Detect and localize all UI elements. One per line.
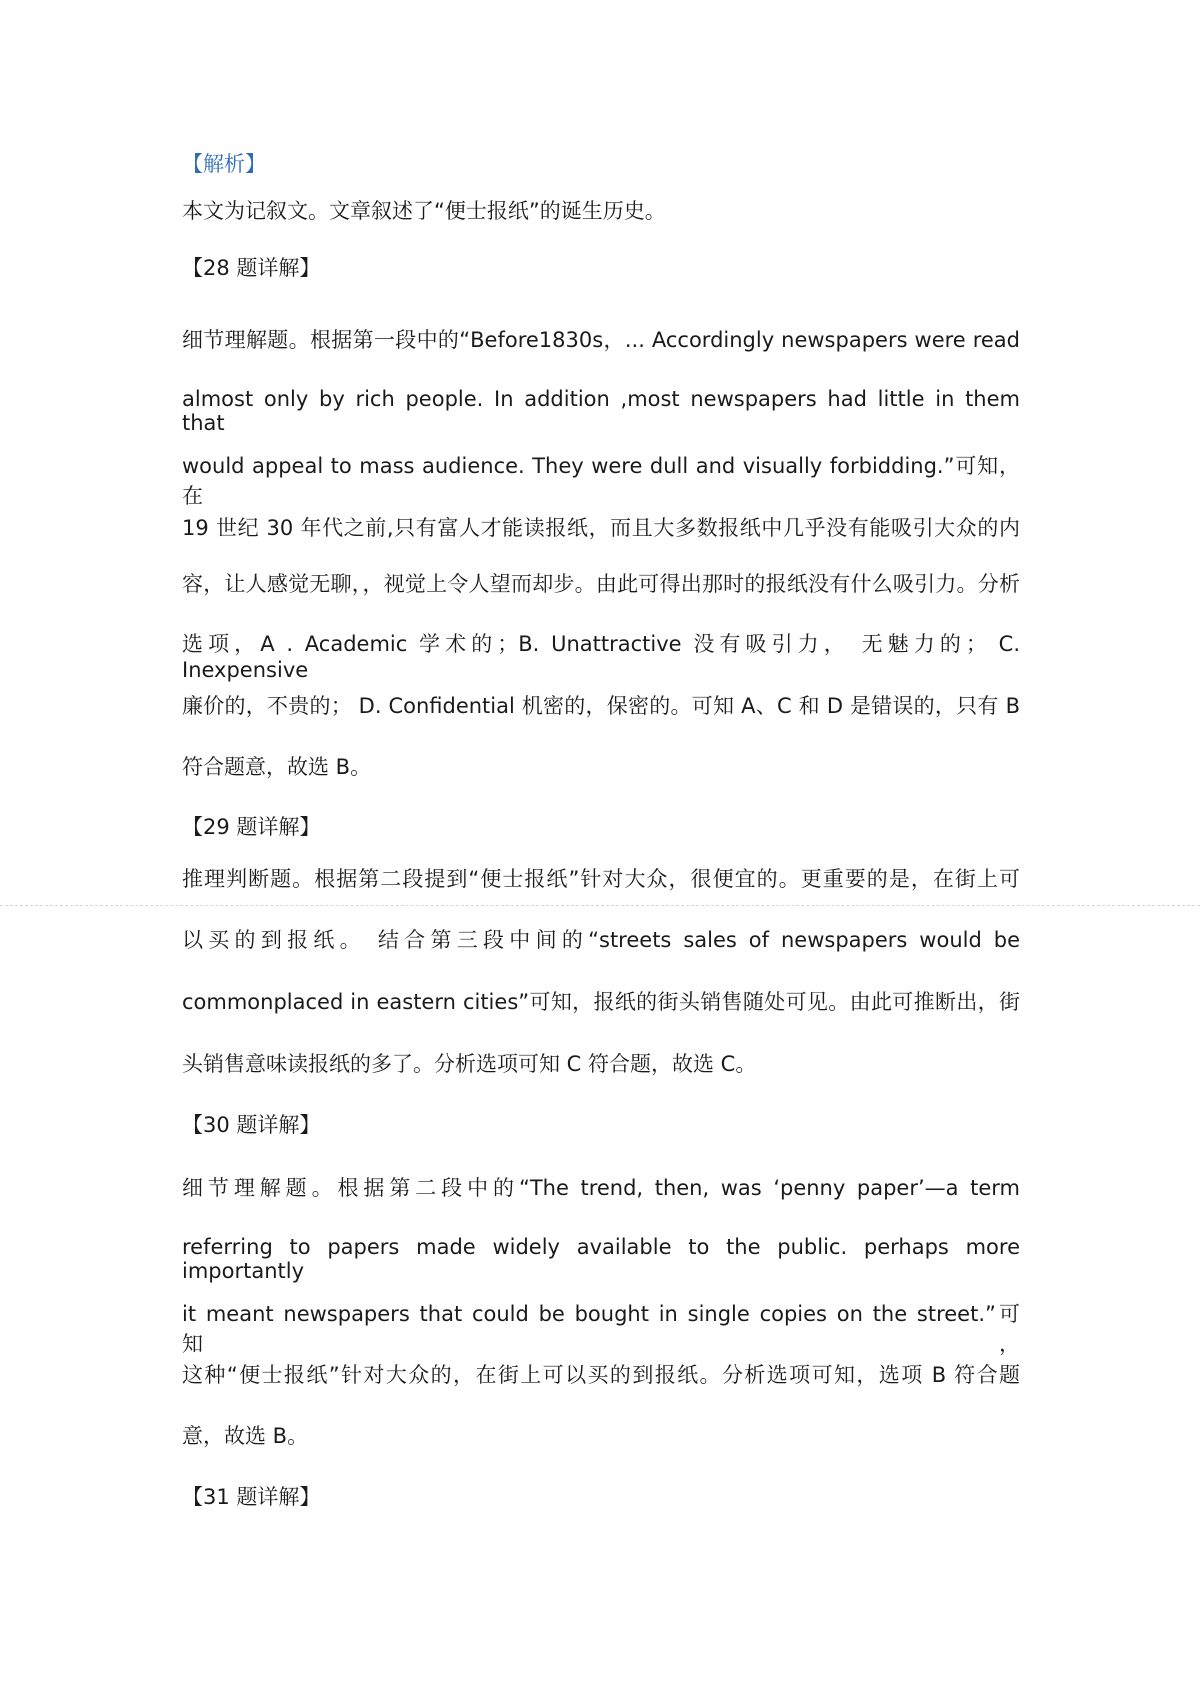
intro-text: 本文为记叙文。文章叙述了“便士报纸”的诞生历史。 [182, 199, 666, 223]
q28-line-4: 19 世纪 30 年代之前,只有富人才能读报纸，而且大多数报纸中几乎没有能吸引大众的内 [182, 516, 1020, 540]
q30-line-2: referring to papers made widely available to the public. perhaps more importantly [182, 1235, 1020, 1283]
q28-line-3: would appeal to mass audience. They were dull and visually forbidding.”可知，在 [182, 454, 1020, 508]
page-divider [0, 905, 1200, 906]
q31-heading: 【31 题详解】 [182, 1485, 321, 1509]
q30-line-1: 细节理解题。根据第二段中的“The trend, then, was ‘penny paper’—a term [182, 1176, 1020, 1200]
q30-heading: 【30 题详解】 [182, 1113, 321, 1137]
q29-heading: 【29 题详解】 [182, 815, 321, 839]
q28-line-7: 廉价的，不贵的； D. Confidential 机密的，保密的。可知 A、C 和 D 是错误的，只有 B [182, 694, 1020, 718]
q29-line-4: 头销售意味读报纸的多了。分析选项可知 C 符合题，故选 C。 [182, 1052, 757, 1076]
q29-line-1: 推理判断题。根据第二段提到“便士报纸”针对大众，很便宜的。更重要的是，在街上可 [182, 867, 1020, 891]
q28-line-1: 细节理解题。根据第一段中的“Before1830s，... Accordingly newspapers were read [182, 328, 1020, 352]
q29-line-3: commonplaced in eastern cities”可知，报纸的街头销售随处可见。由此可推断出，街 [182, 990, 1020, 1014]
q28-line-5: 容，让人感觉无聊，，视觉上令人望而却步。由此可得出那时的报纸没有什么吸引力。分析 [182, 572, 1020, 596]
q30-line-5: 意，故选 B。 [182, 1424, 309, 1448]
q28-heading: 【28 题详解】 [182, 256, 321, 280]
analysis-heading: 【解析】 [182, 152, 266, 176]
q29-line-2: 以买的到报纸。 结合第三段中间的“streets sales of newspapers would be [182, 928, 1020, 952]
q30-line-4: 这种“便士报纸”针对大众的，在街上可以买的到报纸。分析选项可知，选项 B 符合题 [182, 1363, 1020, 1387]
q30-line-3: it meant newspapers that could be bought in single copies on the street.”可知， [182, 1302, 1020, 1356]
q28-line-6: 选项，A . Academic 学术的；B. Unattractive 没有吸引力， 无魅力的； C. Inexpensive [182, 632, 1020, 682]
q28-line-2: almost only by rich people. In addition ,most newspapers had little in them that [182, 387, 1020, 435]
q28-line-8: 符合题意，故选 B。 [182, 755, 372, 779]
